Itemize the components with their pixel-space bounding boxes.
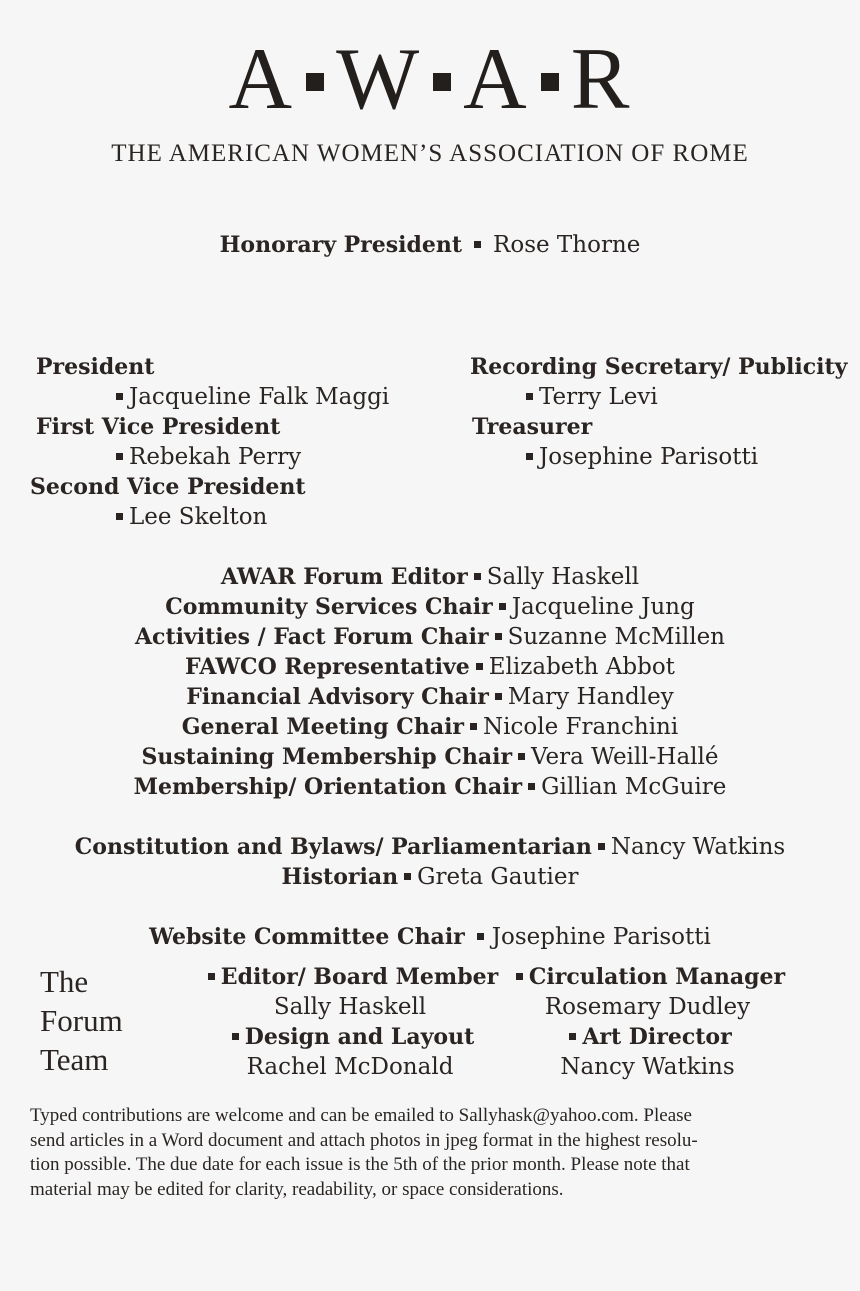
square-bullet-icon [495,693,502,700]
officer-title: Recording Secretary/ Publicity [470,354,848,380]
chair-line [0,622,860,652]
square-bullet-icon [477,933,484,940]
square-bullet-icon [518,753,525,760]
square-bullet-icon [499,603,506,610]
team-role: Circulation Manager [528,964,786,990]
team-role-line [500,962,795,992]
square-bullet-icon [208,973,215,980]
chair-name: Josephine Parisotti [491,924,711,950]
logo-letter: R [570,31,632,128]
chair-title: FAWCO Representative [185,654,470,680]
officer-name: Josephine Parisotti [539,444,759,470]
team-column-left [200,962,500,1082]
square-bullet-icon [306,73,324,91]
organization-name: THE AMERICAN WOMEN’S ASSOCIATION OF ROME [111,140,749,167]
chair-line [0,862,860,892]
officer-title: Treasurer [472,414,593,440]
square-bullet-icon [569,1033,576,1040]
officer-name: Lee Skelton [129,504,268,530]
chair-name: Jacqueline Jung [511,594,695,620]
chair-title: Community Services Chair [165,594,493,620]
notice-line: material may be edited for clarity, readability, or space considerations. [30,1178,564,1200]
notice-line: Typed contributions are welcome and can be emailed to Sallyhask@yahoo.com. Please [30,1105,692,1126]
team-column-right [500,962,795,1082]
heading-line: Team [40,1042,109,1077]
logo-letter: A [228,31,295,128]
team-role: Art Director [582,1024,732,1050]
honorary-title: Honorary President [219,232,463,258]
submission-notice [30,1104,830,1202]
chair-title: Activities / Fact Forum Chair [134,624,489,650]
chair-title: Financial Advisory Chair [186,684,489,710]
square-bullet-icon [116,393,123,400]
forum-team-heading [40,962,123,1079]
square-bullet-icon [433,73,451,91]
chair-name: Greta Gautier [417,864,579,890]
chair-title: Historian [281,864,399,890]
chair-line [0,712,860,742]
team-member-name: Rachel McDonald [246,1054,454,1080]
officer-title: President [36,354,155,380]
chair-name: Mary Handley [507,684,674,710]
chair-title: General Meeting Chair [181,714,465,740]
logo-letter: A [463,31,529,128]
chair-name: Vera Weill-Hallé [531,744,719,770]
chairs-list-2 [0,832,860,892]
chair-name: Nicole Franchini [483,714,679,740]
officer-title: First Vice President [36,414,281,440]
officer-name: Rebekah Perry [129,444,302,470]
logo-letter: W [336,31,422,128]
notice-line: send articles in a Word document and attach photos in jpeg format in the highest resolu- [30,1129,698,1151]
officer-name: Jacqueline Falk Maggi [129,384,390,410]
chair-line [0,682,860,712]
chair-name: Nancy Watkins [610,834,786,860]
square-bullet-icon [470,723,477,730]
honorary-name: Rose Thorne [493,232,641,258]
officer-name-line [110,382,389,412]
square-bullet-icon [495,633,502,640]
heading-line: Forum [40,1003,123,1038]
officer-name-line [520,442,758,472]
square-bullet-icon [116,513,123,520]
officer-name-line [110,442,301,472]
chair-line [0,592,860,622]
chair-name: Sally Haskell [486,564,640,590]
square-bullet-icon [404,873,411,880]
team-role: Editor/ Board Member [220,964,499,990]
chair-line [0,562,860,592]
officer-name-line [110,502,267,532]
square-bullet-icon [474,573,481,580]
chair-title: Constitution and Bylaws/ Parliamentarian [74,834,592,860]
square-bullet-icon [528,783,535,790]
team-role-line [500,1022,795,1052]
chair-name: Elizabeth Abbot [488,654,675,680]
square-bullet-icon [474,241,481,248]
square-bullet-icon [232,1033,239,1040]
chair-name: Suzanne McMillen [507,624,725,650]
square-bullet-icon [598,843,605,850]
square-bullet-icon [541,73,559,91]
officer-name: Terry Levi [539,384,658,410]
chair-line [0,832,860,862]
chair-line [0,742,860,772]
chair-line [0,772,860,802]
square-bullet-icon [526,393,533,400]
team-role-line [200,1022,500,1052]
team-role-line [200,962,500,992]
chair-title: AWAR Forum Editor [220,564,468,590]
square-bullet-icon [476,663,483,670]
website-chair-line [0,922,860,952]
honorary-president-line [0,230,860,260]
chair-title: Sustaining Membership Chair [141,744,513,770]
chair-line [0,652,860,682]
team-member-name: Sally Haskell [273,994,427,1020]
square-bullet-icon [526,453,533,460]
square-bullet-icon [516,973,523,980]
chair-title: Website Committee Chair [149,924,465,950]
chairs-list [0,562,860,802]
team-member-name: Rosemary Dudley [544,994,751,1020]
awar-logo [0,30,860,130]
square-bullet-icon [116,453,123,460]
notice-line: tion possible. The due date for each issue is the 5th of the prior month. Please note that [30,1154,690,1175]
team-role: Design and Layout [244,1024,475,1050]
chair-name: Gillian McGuire [541,774,727,800]
team-member-name: Nancy Watkins [560,1054,735,1080]
officer-title: Second Vice President [30,474,306,500]
officer-name-line [520,382,658,412]
heading-line: The [40,964,89,999]
chair-title: Membership/ Orientation Chair [133,774,523,800]
